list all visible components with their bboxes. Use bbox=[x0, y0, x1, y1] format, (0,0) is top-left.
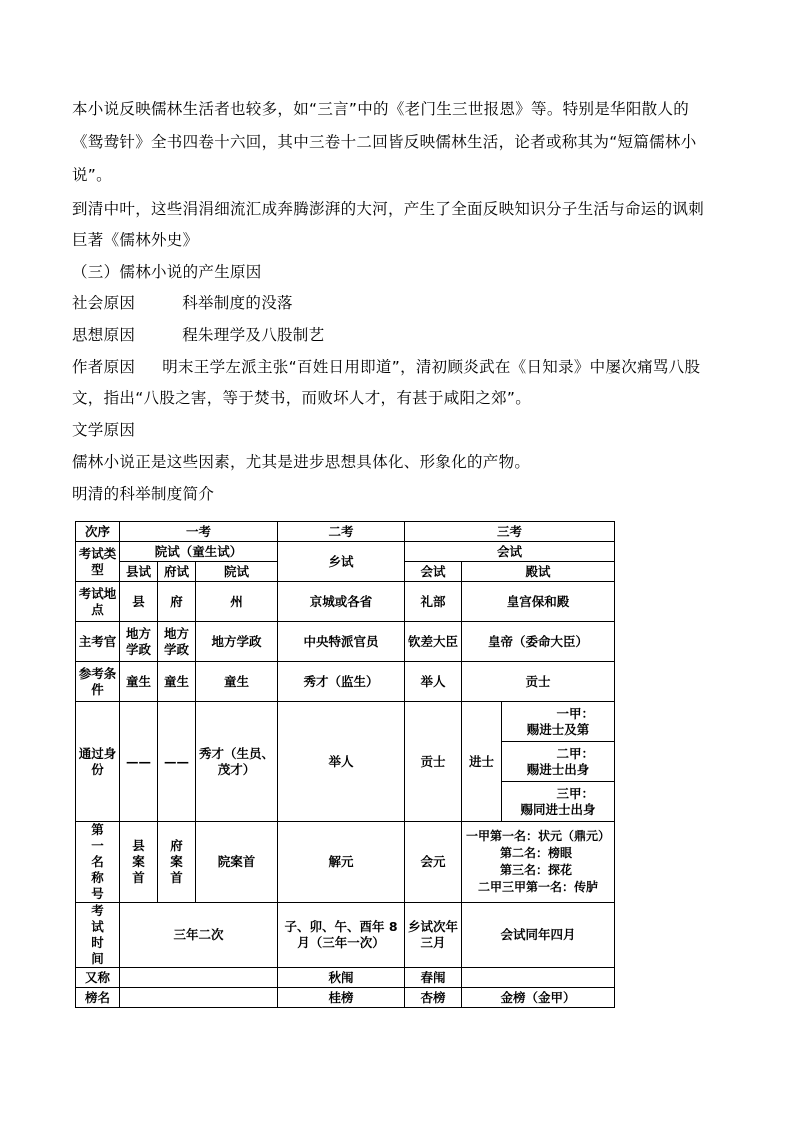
rank-title: 赐进士及第 bbox=[526, 721, 590, 737]
cell: 礼部 bbox=[405, 582, 462, 622]
rank-label: 一甲： bbox=[556, 705, 595, 721]
row-label: 参考条件 bbox=[76, 662, 120, 702]
cell: 秋闱 bbox=[278, 968, 405, 988]
reason-text: 程朱理学及八股制艺 bbox=[182, 326, 325, 344]
cell: 州 bbox=[196, 582, 278, 622]
reason-text: 科举制度的没落 bbox=[182, 294, 293, 312]
cell: 三年二次 bbox=[120, 903, 278, 968]
cell: 会试 bbox=[405, 542, 615, 562]
reason-label: 作者原因 bbox=[72, 358, 136, 376]
cell: 举人 bbox=[405, 662, 462, 702]
cell: 院试 bbox=[196, 562, 278, 582]
cell: 会试同年四月 bbox=[462, 903, 615, 968]
cell: 童生 bbox=[196, 662, 278, 702]
section-heading: （三）儒林小说的产生原因 bbox=[72, 263, 262, 281]
header-exam-two: 二考 bbox=[278, 522, 405, 542]
cell: 地方学政 bbox=[120, 622, 158, 662]
row-label: 考试地点 bbox=[76, 582, 120, 622]
title-line: 第二名：榜眼 bbox=[500, 846, 573, 860]
cell: 举人 bbox=[278, 702, 405, 822]
rank-label: 三甲： bbox=[556, 785, 595, 801]
cell: 童生 bbox=[120, 662, 158, 702]
row-label: 主考官 bbox=[76, 622, 120, 662]
cell bbox=[120, 988, 278, 1008]
row-label: 第一名称号 bbox=[76, 822, 120, 903]
cell: 府案首 bbox=[158, 822, 196, 903]
cell: 府 bbox=[158, 582, 196, 622]
row-label: 又称 bbox=[76, 968, 120, 988]
cell: 府试 bbox=[158, 562, 196, 582]
reason-social bbox=[72, 293, 293, 313]
cell: 院案首 bbox=[196, 822, 278, 903]
cell: 院试（童生试） bbox=[120, 542, 278, 562]
cell bbox=[120, 968, 278, 988]
row-label: 考试类型 bbox=[76, 542, 120, 582]
cell: 贡士 bbox=[462, 662, 615, 702]
first-place-titles bbox=[462, 822, 615, 903]
cell: 会元 bbox=[405, 822, 462, 903]
cell: 皇宫保和殿 bbox=[462, 582, 615, 622]
rank-title: 赐同进士出身 bbox=[520, 801, 596, 817]
paragraph-line: 说”。 bbox=[72, 166, 112, 184]
reason-author bbox=[72, 357, 700, 377]
cell: 地方学政 bbox=[158, 622, 196, 662]
paragraph-line: 巨著《儒林外史》 bbox=[72, 231, 199, 249]
row-label: 通过身份 bbox=[76, 702, 120, 822]
title-line: 第三名：探花 bbox=[500, 863, 573, 877]
cell: 童生 bbox=[158, 662, 196, 702]
cell: 杏榜 bbox=[405, 988, 462, 1008]
reason-literature: 文学原因 bbox=[72, 421, 136, 439]
paragraph-line: 到清中叶，这些涓涓细流汇成奔腾澎湃的大河，产生了全面反映知识分子生活与命运的讽刺 bbox=[72, 200, 705, 218]
cell: —— bbox=[120, 702, 158, 822]
cell: 秀才（生员、茂才） bbox=[196, 702, 278, 822]
row-label: 考试时间 bbox=[76, 903, 120, 968]
cell: 钦差大臣 bbox=[405, 622, 462, 662]
paragraph-line: 儒林小说正是这些因素，尤其是进步思想具体化、形象化的产物。 bbox=[72, 453, 531, 471]
header-exam-three: 三考 bbox=[405, 522, 615, 542]
title-line: 二甲三甲第一名：传胪 bbox=[478, 880, 599, 894]
cell: 桂榜 bbox=[278, 988, 405, 1008]
cell: 殿试 bbox=[462, 562, 615, 582]
cell: 乡试 bbox=[278, 542, 405, 582]
paragraph-line: 文，指出“八股之害，等于焚书，而败坏人才，有甚于咸阳之郊”。 bbox=[72, 389, 532, 407]
reason-text: 明末王学左派主张“百姓日用即道”，清初顾炎武在《日知录》中屡次痛骂八股 bbox=[162, 358, 701, 376]
rank-label: 二甲： bbox=[556, 745, 595, 761]
reason-label: 社会原因 bbox=[72, 294, 136, 312]
paragraph-line: 《鸳鸯针》全书四卷十六回，其中三卷十二回皆反映儒林生活，论者或称其为“短篇儒林小 bbox=[72, 133, 697, 151]
cell: —— bbox=[158, 702, 196, 822]
paragraph-line: 本小说反映儒林生活者也较多，如“三言”中的《老门生三世报恩》等。特别是华阳散人的 bbox=[72, 100, 690, 118]
cell bbox=[462, 968, 615, 988]
cell: 秀才（监生） bbox=[278, 662, 405, 702]
cell: 解元 bbox=[278, 822, 405, 903]
cell: 金榜（金甲） bbox=[462, 988, 615, 1008]
cell: 春闱 bbox=[405, 968, 462, 988]
rank-title: 赐进士出身 bbox=[526, 761, 590, 777]
cell: 县试 bbox=[120, 562, 158, 582]
cell: 贡士 bbox=[405, 702, 462, 822]
cell: 会试 bbox=[405, 562, 462, 582]
row-label: 榜名 bbox=[76, 988, 120, 1008]
cell: 乡试次年三月 bbox=[405, 903, 462, 968]
title-line: 一甲第一名：状元（鼎元） bbox=[466, 829, 611, 843]
cell: 中央特派官员 bbox=[278, 622, 405, 662]
cell: 进士 bbox=[462, 702, 502, 822]
header-exam-one: 一考 bbox=[120, 522, 278, 542]
reason-label: 思想原因 bbox=[72, 326, 136, 344]
cell: 县 bbox=[120, 582, 158, 622]
header-order: 次序 bbox=[76, 522, 120, 542]
reason-thought bbox=[72, 325, 324, 345]
cell: 地方学政 bbox=[196, 622, 278, 662]
cell: 皇帝（委命大臣） bbox=[462, 622, 615, 662]
cell: 京城或各省 bbox=[278, 582, 405, 622]
cell: 县案首 bbox=[120, 822, 158, 903]
table-title: 明清的科举制度简介 bbox=[72, 485, 215, 503]
jinshi-rank-cell bbox=[502, 742, 615, 782]
jinshi-rank-cell bbox=[502, 782, 615, 822]
jinshi-rank-cell bbox=[502, 702, 615, 742]
cell: 子、卯、午、酉年 8 月（三年一次） bbox=[278, 903, 405, 968]
exam-system-table bbox=[75, 521, 615, 1008]
